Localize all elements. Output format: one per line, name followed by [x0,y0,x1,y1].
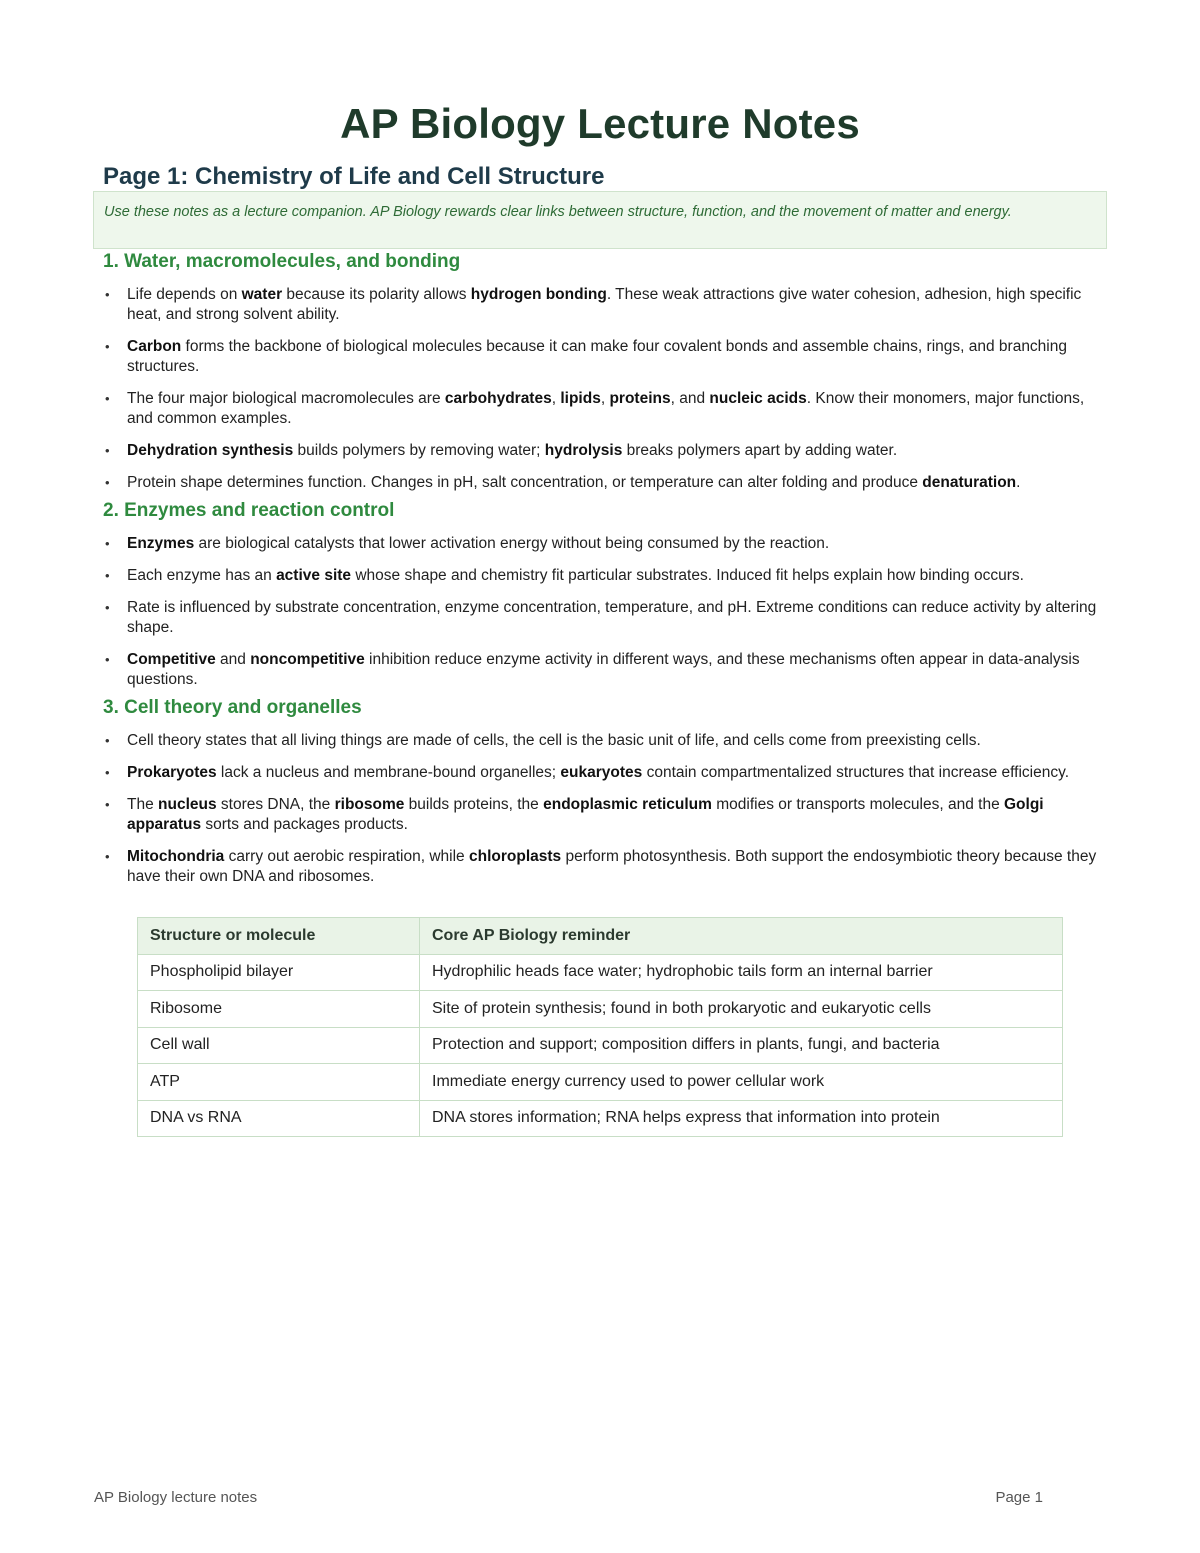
table-row [138,991,1063,1028]
list-item [103,389,1103,429]
text-run: breaks polymers apart by adding water. [622,442,898,459]
bold-term: Prokaryotes [127,764,217,781]
section-1-bullets [103,285,1103,505]
text-run: carry out aerobic respiration, while [224,848,469,865]
list-item [103,285,1103,325]
table-header-reminder: Core AP Biology reminder [420,918,1063,955]
text-run: and [215,651,251,668]
footer-doc-name: AP Biology lecture notes [94,1489,258,1506]
text-run: . These weak attractions give water cohesion, adhesion, high specific heat, and strong solvent ability. [127,286,1082,323]
text-run: Rate is influenced by substrate concentration, enzyme concentration, temperature, and pH. Extreme conditions can reduce activity by altering shape. [127,599,1097,636]
table-row [138,1027,1063,1064]
text-run: stores DNA, the [216,796,335,813]
bold-term: Dehydration synthesis [127,442,294,459]
text-run: Each enzyme has an [127,567,277,584]
bold-term: Golgi apparatus [127,796,1044,833]
text-run: builds polymers by removing water; [293,442,545,459]
bold-term: noncompetitive [250,651,365,668]
bold-term: ribosome [334,796,405,813]
table-cell-reminder: DNA stores information; RNA helps express that information into protein [420,1100,1063,1137]
bold-term: hydrolysis [544,442,623,459]
bold-term: Mitochondria [127,848,225,865]
bold-term: endoplasmic reticulum [543,796,712,813]
bold-term: proteins [609,390,671,407]
intro-note: Use these notes as a lecture companion. AP Biology rewards clear links between structure, function, and the movement of matter and energy. [93,191,1107,249]
list-item [103,337,1103,377]
list-item [103,566,1103,586]
text-run: , [600,390,610,407]
table-row [138,1100,1063,1137]
text-run: , and [670,390,710,407]
text-run: , [551,390,561,407]
text-run: lack a nucleus and membrane-bound organelles; [216,764,561,781]
text-run: Life depends on [127,286,242,303]
table-cell-structure: Ribosome [138,991,420,1028]
table-cell-reminder: Hydrophilic heads face water; hydrophobic tails form an internal barrier [420,954,1063,991]
table-cell-reminder: Immediate energy currency used to power cellular work [420,1064,1063,1101]
table-cell-structure: Cell wall [138,1027,420,1064]
bold-term: lipids [560,390,601,407]
document-title: AP Biology Lecture Notes [340,100,860,147]
section-3-bullets [103,731,1103,899]
footer-page-number: Page 1 [995,1489,1043,1506]
text-run: whose shape and chemistry fit particular substrates. Induced fit helps explain how binding occurs. [351,567,1024,584]
list-item [103,847,1103,887]
text-run: contain compartmentalized structures that increase efficiency. [642,764,1070,781]
page-heading: Page 1: Chemistry of Life and Cell Structure [103,163,605,190]
section-heading-2: 2. Enzymes and reaction control [103,500,395,521]
text-run: are biological catalysts that lower activation energy without being consumed by the reaction. [194,535,830,552]
section-heading-1: 1. Water, macromolecules, and bonding [103,251,461,272]
bold-term: hydrogen bonding [470,286,607,303]
text-run: because its polarity allows [282,286,471,303]
text-run: inhibition reduce enzyme activity in different ways, and these mechanisms often appear in data-analysis questions. [127,651,1080,688]
text-run: The four major biological macromolecules are [127,390,445,407]
list-item [103,763,1103,783]
table-row [138,954,1063,991]
text-run: perform photosynthesis. Both support the endosymbiotic theory because they have their own DNA and ribosomes. [127,848,1097,885]
text-run: sorts and packages products. [201,816,408,833]
list-item [103,731,1103,751]
bold-term: Enzymes [127,535,195,552]
bold-term: nucleus [158,796,217,813]
bold-term: carbohydrates [444,390,552,407]
list-item [103,795,1103,835]
table-header-structure: Structure or molecule [138,918,420,955]
text-run: Cell theory states that all living things are made of cells, the cell is the basic unit of life, and cells come from preexisting cells. [127,732,981,749]
text-run: . Know their monomers, major functions, and common examples. [127,390,1085,427]
table-row [138,1064,1063,1101]
bold-term: chloroplasts [468,848,562,865]
text-run: The [127,796,159,813]
bold-term: water [241,286,283,303]
text-run: . [1016,474,1021,491]
table-cell-structure: Phospholipid bilayer [138,954,420,991]
bold-term: Carbon [127,338,182,355]
list-item [103,441,1103,461]
text-run: builds proteins, the [404,796,544,813]
list-item [103,650,1103,690]
section-heading-3: 3. Cell theory and organelles [103,697,362,718]
list-item [103,534,1103,554]
bold-term: denaturation [922,474,1017,491]
text-run: Protein shape determines function. Changes in pH, salt concentration, or temperature can alter folding and produce [127,474,923,491]
bold-term: active site [276,567,352,584]
bold-term: nucleic acids [709,390,807,407]
bold-term: eukaryotes [560,764,643,781]
list-item [103,473,1103,493]
reference-table [137,917,1063,1137]
text-run: modifies or transports molecules, and the [711,796,1004,813]
table-cell-structure: DNA vs RNA [138,1100,420,1137]
section-2-bullets [103,534,1103,702]
list-item [103,598,1103,638]
table-cell-reminder: Site of protein synthesis; found in both prokaryotic and eukaryotic cells [420,991,1063,1028]
table-cell-reminder: Protection and support; composition differs in plants, fungi, and bacteria [420,1027,1063,1064]
bold-term: Competitive [127,651,216,668]
table-header-row [138,918,1063,955]
text-run: forms the backbone of biological molecules because it can make four covalent bonds and assemble chains, rings, and branching structures. [127,338,1067,375]
table-cell-structure: ATP [138,1064,420,1101]
